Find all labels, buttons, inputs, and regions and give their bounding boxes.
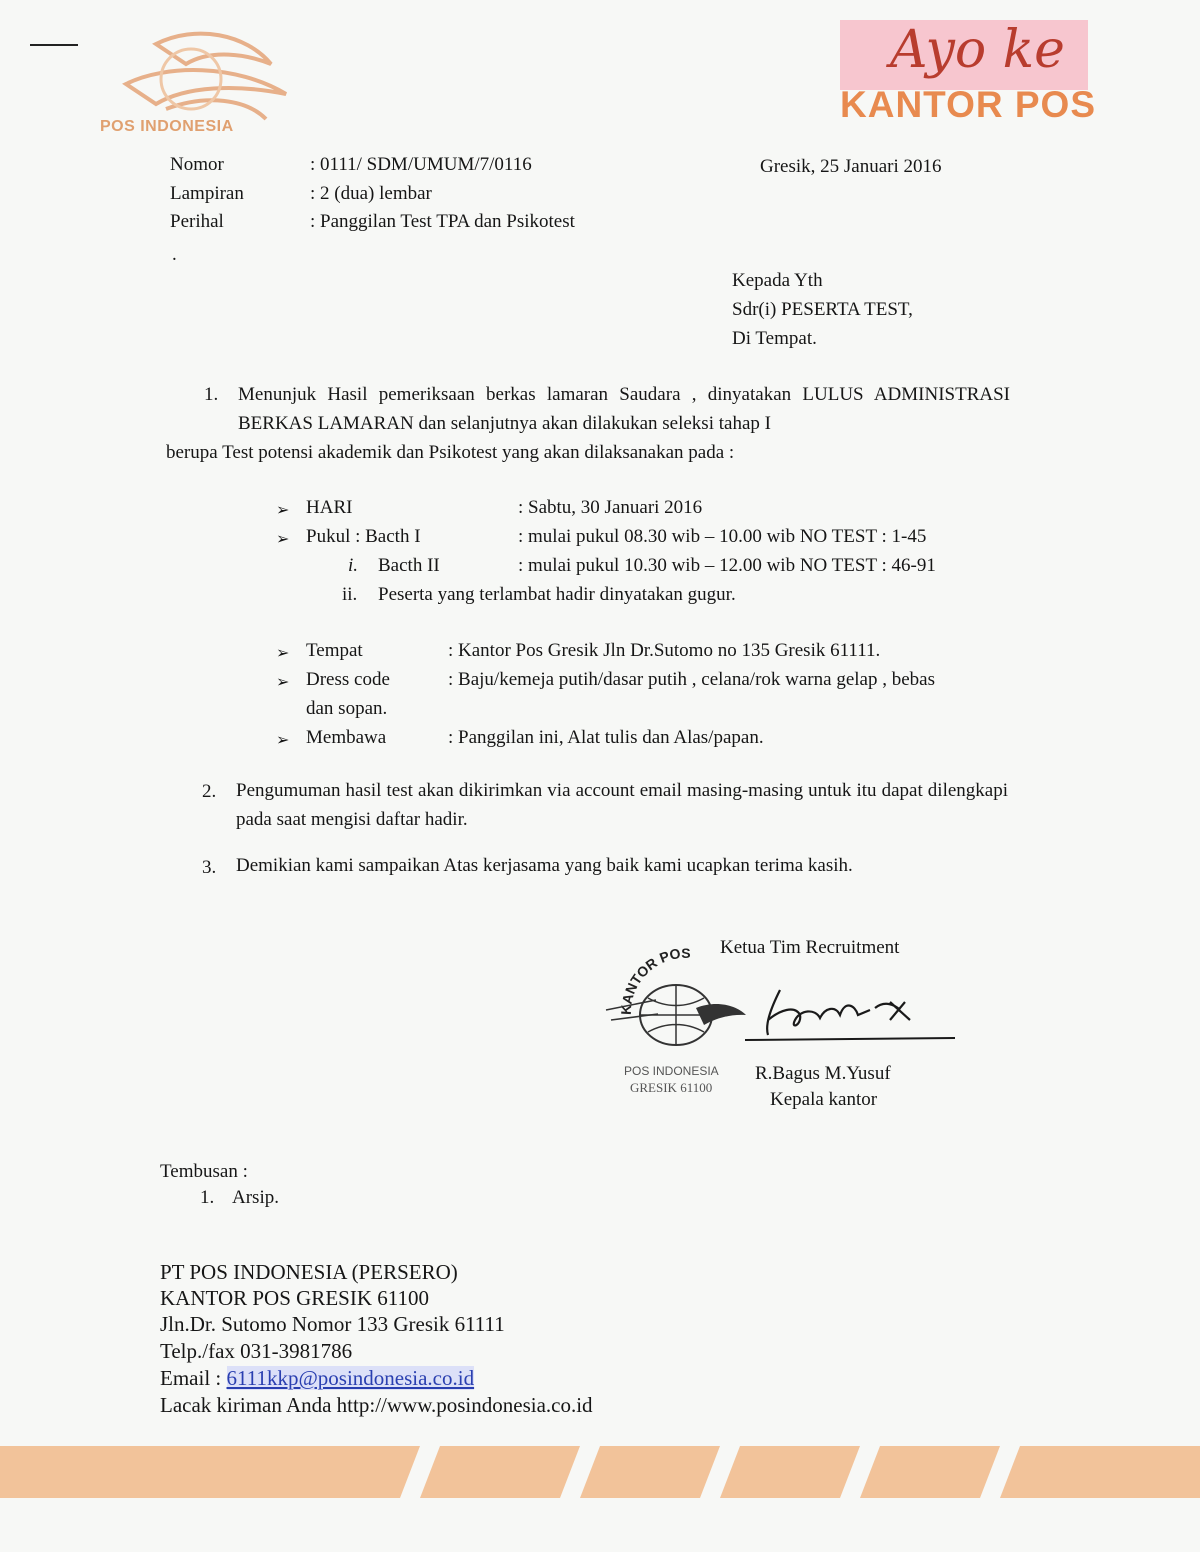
- membawa-value: : Panggilan ini, Alat tulis dan Alas/papan.: [448, 727, 764, 748]
- hari-value: : Sabtu, 30 Januari 2016: [518, 497, 703, 518]
- signatory-name: R.Bagus M.Yusuf: [755, 1063, 891, 1084]
- arrow-bullet-icon: ➢: [276, 502, 290, 519]
- nomor-value: : 0111/ SDM/UMUM/7/0116: [310, 154, 532, 175]
- footer-email-link[interactable]: 6111kkp@posindonesia.co.id: [226, 1366, 475, 1390]
- cc-label: Tembusan :: [160, 1161, 248, 1182]
- para3-number: 3.: [202, 857, 217, 878]
- tempat-value: : Kantor Pos Gresik Jln Dr.Sutomo no 135 Gresik 61111.: [448, 640, 881, 661]
- footer-tracking: Lacak kiriman Anda http://www.posindonesia.co.id: [160, 1393, 593, 1417]
- cc-item: Arsip.: [232, 1187, 279, 1208]
- signatory-position: Kepala kantor: [770, 1089, 878, 1110]
- logo-wordmark: POS INDONESIA: [100, 118, 234, 135]
- dress-label: Dress code: [306, 669, 390, 690]
- batch2-value: : mulai pukul 10.30 wib – 12.00 wib NO TEST : 46-91: [518, 555, 936, 576]
- arrow-bullet-icon: ➢: [276, 645, 290, 662]
- footer-address: Jln.Dr. Sutomo Nomor 133 Gresik 61111: [160, 1312, 505, 1336]
- footer-company: PT POS INDONESIA (PERSERO): [160, 1260, 458, 1284]
- tempat-label: Tempat: [306, 640, 363, 661]
- footer-office: KANTOR POS GRESIK 61100: [160, 1286, 429, 1310]
- addressee-line3: Di Tempat.: [732, 328, 817, 349]
- pukul-label: Pukul : Bacth I: [306, 526, 421, 547]
- stamp-top-text: KANTOR POS: [617, 944, 691, 1016]
- slogan-top: Ayo ke: [890, 20, 1065, 80]
- para1-text: Menunjuk Hasil pemeriksaan berkas lamaran Saudara , dinyatakan LULUS ADMINISTRASI BERKAS LAMARAN dan selanjutnya akan dilakukan seleksi tahap I: [238, 384, 1010, 434]
- footer-phone: Telp./fax 031-3981786: [160, 1339, 353, 1363]
- arrow-bullet-icon: ➢: [276, 674, 290, 691]
- para1-continuation: berupa Test potensi akademik dan Psikotest yang akan dilaksanakan pada :: [166, 442, 735, 463]
- stamp-bottom-text-2: GRESIK 61100: [630, 1080, 713, 1095]
- lampiran-value: : 2 (dua) lembar: [310, 183, 432, 204]
- pukul-value: : mulai pukul 08.30 wib – 10.00 wib NO TEST : 1-45: [518, 526, 927, 547]
- arrow-bullet-icon: ➢: [276, 732, 290, 749]
- dress-continuation: dan sopan.: [306, 698, 388, 719]
- hari-label: HARI: [306, 497, 353, 518]
- slogan-bottom: KANTOR POS: [840, 84, 1097, 125]
- stray-dot: .: [172, 244, 177, 265]
- late-number: ii.: [342, 584, 358, 605]
- cc-item-number: 1.: [200, 1187, 215, 1208]
- scan-mark: [30, 44, 78, 46]
- batch2-label: Bacth II: [378, 555, 440, 576]
- signature-title: Ketua Tim Recruitment: [720, 937, 900, 958]
- addressee-line1: Kepada Yth: [732, 270, 823, 291]
- footer-stripe-decoration: [0, 1440, 1200, 1502]
- para2-number: 2.: [202, 781, 217, 802]
- perihal-value: : Panggilan Test TPA dan Psikotest: [310, 211, 575, 232]
- letter-date: Gresik, 25 Januari 2016: [760, 156, 942, 177]
- handwritten-signature: [740, 980, 960, 1050]
- addressee-line2: Sdr(i) PESERTA TEST,: [732, 299, 913, 320]
- para1-number: 1.: [204, 384, 219, 405]
- perihal-label: Perihal: [170, 211, 224, 232]
- late-text: Peserta yang terlambat hadir dinyatakan gugur.: [378, 584, 736, 605]
- stamp-bottom-text-1: POS INDONESIA: [624, 1064, 719, 1078]
- footer-email-row: [160, 1366, 474, 1391]
- nomor-label: Nomor: [170, 154, 224, 175]
- footer-email-label: Email :: [160, 1366, 227, 1390]
- lampiran-label: Lampiran: [170, 183, 244, 204]
- para2-text: Pengumuman hasil test akan dikirimkan via account email masing-masing untuk itu dapat dilengkapi pada saat mengisi daftar hadir.: [236, 780, 1008, 830]
- para3-text: Demikian kami sampaikan Atas kerjasama yang baik kami ucapkan terima kasih.: [236, 855, 853, 876]
- batch2-number: i.: [348, 555, 359, 576]
- dress-value: : Baju/kemeja putih/dasar putih , celana/rok warna gelap , bebas: [448, 669, 935, 690]
- membawa-label: Membawa: [306, 727, 387, 748]
- arrow-bullet-icon: ➢: [276, 531, 290, 548]
